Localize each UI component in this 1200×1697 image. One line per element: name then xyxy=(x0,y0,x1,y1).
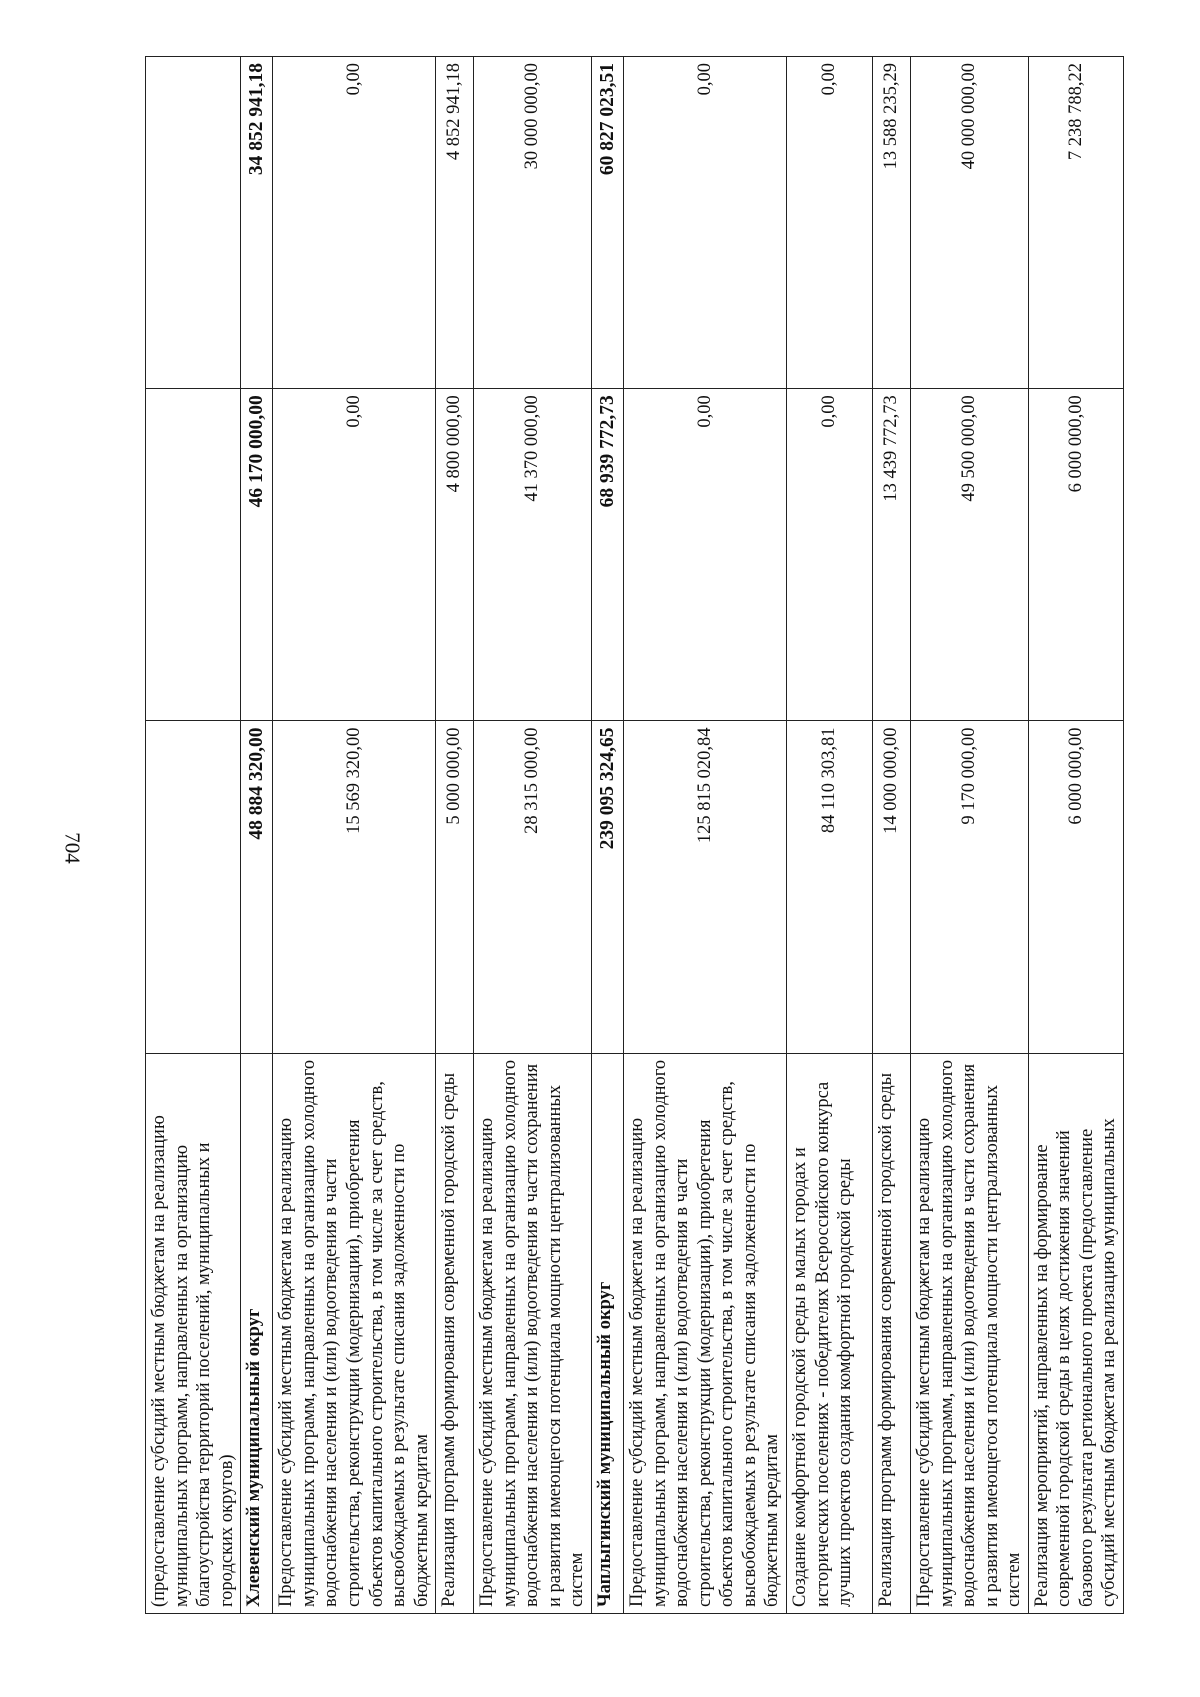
table-row xyxy=(436,57,474,1614)
budget-table xyxy=(145,56,1124,1614)
district-total-row xyxy=(241,57,273,1614)
row-value-1: 6 000 000,00 xyxy=(1028,721,1123,1053)
row-value-1: 28 315 000,00 xyxy=(474,721,592,1053)
table-row xyxy=(1028,57,1123,1614)
row-value-2: 41 370 000,00 xyxy=(474,389,592,721)
row-value-3: 4 852 941,18 xyxy=(436,57,474,389)
table-row xyxy=(273,57,436,1614)
row-description: (предоставление субсидий местным бюджетам на реализацию муниципальных программ, направленных на организацию благоустройства территорий поселений, муниципальных и городских округов) xyxy=(146,1053,241,1613)
row-description: Предоставление субсидий местным бюджетам на реализацию муниципальных программ, направленных на организацию холодного водоснабжения населения и (или) водоотведения в части строительства, реконструкции (модернизации), приобретения объектов капитального строительства, в том числе за счет средств, высвобождаемых в результате списания задолженности по бюджетным кредитам xyxy=(273,1053,436,1613)
row-description: Создание комфортной городской среды в малых городах и исторических поселениях - победителях Всероссийского конкурса лучших проектов создания комфортной городской среды xyxy=(786,1053,872,1613)
district-name: Чаплыгинский муниципальный округ xyxy=(592,1053,624,1613)
row-description: Реализация программ формирования современной городской среды xyxy=(872,1053,910,1613)
row-value-1: 14 000 000,00 xyxy=(872,721,910,1053)
row-value-2: 68 939 772,73 xyxy=(592,389,624,721)
row-value-2: 13 439 772,73 xyxy=(872,389,910,721)
row-value-3: 60 827 023,51 xyxy=(592,57,624,389)
row-value-3: 13 588 235,29 xyxy=(872,57,910,389)
row-value-2: 4 800 000,00 xyxy=(436,389,474,721)
row-value-2 xyxy=(146,389,241,721)
district-total-row xyxy=(592,57,624,1614)
table-row xyxy=(786,57,872,1614)
row-value-2: 0,00 xyxy=(624,389,787,721)
row-description: Предоставление субсидий местным бюджетам на реализацию муниципальных программ, направленных на организацию холодного водоснабжения населения и (или) водоотведения в части строительства, реконструкции (модернизации), приобретения объектов капитального строительства, в том числе за счет средств, высвобождаемых в результате списания задолженности по бюджетным кредитам xyxy=(624,1053,787,1613)
row-description: Предоставление субсидий местным бюджетам на реализацию муниципальных программ, направленных на организацию холодного водоснабжения населения и (или) водоотведения в части сохранения и развития имеющегося потенциала мощности централизованных систем xyxy=(910,1053,1028,1613)
row-description: Реализация мероприятий, направленных на формирование современной городской среды в целях достижения значений базового результата регионального проекта (предоставление субсидий местным бюджетам на реализацию муниципальных xyxy=(1028,1053,1123,1613)
row-value-2: 49 500 000,00 xyxy=(910,389,1028,721)
table-row xyxy=(474,57,592,1614)
district-name: Хлевенский муниципальный округ xyxy=(241,1053,273,1613)
table-row xyxy=(146,57,241,1614)
row-value-1: 84 110 303,81 xyxy=(786,721,872,1053)
rotated-table-wrapper xyxy=(145,56,1120,1614)
page-number: 704 xyxy=(60,832,85,864)
row-value-3 xyxy=(146,57,241,389)
row-description: Предоставление субсидий местным бюджетам на реализацию муниципальных программ, направленных на организацию холодного водоснабжения населения и (или) водоотведения в части сохранения и развития имеющегося потенциала мощности централизованных систем xyxy=(474,1053,592,1613)
row-description: Реализация программ формирования современной городской среды xyxy=(436,1053,474,1613)
row-value-3: 0,00 xyxy=(273,57,436,389)
row-value-3: 30 000 000,00 xyxy=(474,57,592,389)
row-value-2: 46 170 000,00 xyxy=(241,389,273,721)
row-value-1: 48 884 320,00 xyxy=(241,721,273,1053)
row-value-1: 15 569 320,00 xyxy=(273,721,436,1053)
row-value-2: 0,00 xyxy=(786,389,872,721)
table-row xyxy=(872,57,910,1614)
row-value-3: 0,00 xyxy=(786,57,872,389)
row-value-1: 9 170 000,00 xyxy=(910,721,1028,1053)
row-value-1: 5 000 000,00 xyxy=(436,721,474,1053)
table-row xyxy=(624,57,787,1614)
table-row xyxy=(910,57,1028,1614)
row-value-2: 0,00 xyxy=(273,389,436,721)
row-value-1: 239 095 324,65 xyxy=(592,721,624,1053)
row-value-2: 6 000 000,00 xyxy=(1028,389,1123,721)
row-value-1: 125 815 020,84 xyxy=(624,721,787,1053)
row-value-3: 0,00 xyxy=(624,57,787,389)
row-value-3: 40 000 000,00 xyxy=(910,57,1028,389)
row-value-3: 34 852 941,18 xyxy=(241,57,273,389)
row-value-1 xyxy=(146,721,241,1053)
row-value-3: 7 238 788,22 xyxy=(1028,57,1123,389)
